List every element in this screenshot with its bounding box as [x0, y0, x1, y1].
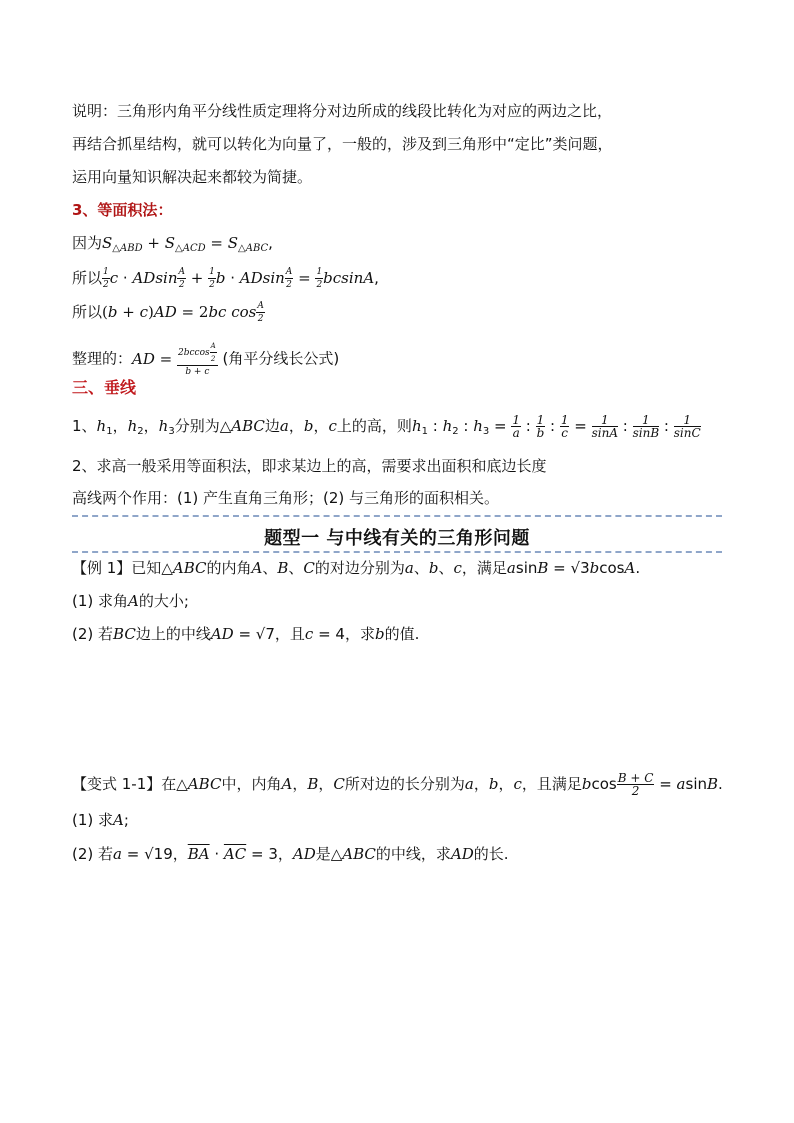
section-divider-top — [72, 515, 722, 517]
equation-1-prefix: 因为 — [72, 234, 103, 252]
equation-1 — [72, 233, 273, 259]
equation-2 — [72, 266, 379, 291]
equation-2-formula: $\frac{1}{2}$ c · ADsin $\frac{A}{2}$ + $\frac{1}{2}$ b · ADsin $\frac{A}{2}$ = $\frac{1}{2}$ bcsinA, — [103, 267, 379, 290]
example-1-stem: 【例 1】已知△ABC的内角A、B、C的对边分别为a、b、c，满足asinB = √3bcosA. — [72, 559, 641, 577]
variant-1-1-stem: 【变式 1-1】在△ABC中，内角A，B，C所对边的长分别为a，b，c，且满足bcos $\frac{B + C}{2}$ = asinB. — [72, 771, 723, 798]
equation-4-prefix: 整理的： — [72, 349, 133, 368]
equation-3 — [72, 300, 265, 325]
explanation-line-3: 运用向量知识解决起来都较为简捷。 — [72, 168, 313, 186]
section-divider-bottom — [72, 551, 722, 553]
equation-3-formula: (b + c)AD = 2bc cos $\frac{A}{2}$ — [102, 301, 264, 324]
equation-1-formula: $S_{\triangle ABD} + S_{\triangle ACD} = S_{\triangle ABC}$, — [102, 234, 273, 254]
example-1-question-2: (2) 若BC边上的中线AD = √7，且c = 4，求b的值. — [72, 625, 420, 643]
altitude-item-2: 2、求高一般采用等面积法，即求某边上的高，需要求出面积和底边长度 — [72, 457, 547, 475]
topic-title: 题型一 与中线有关的三角形问题 — [264, 528, 530, 549]
equation-4-formula: AD = 2bccos $\frac{A}{2}$ b + c — [132, 342, 216, 377]
explanation-line-1: 说明：三角形内角平分线性质定理将分对边所成的线段比转化为对应的两边之比， — [72, 102, 613, 120]
section-heading-area-method: 3、等面积法： — [72, 201, 173, 219]
equation-4-note: (角平分线长公式) — [222, 349, 340, 368]
example-1-question-1: (1) 求角A的大小; — [72, 592, 189, 610]
explanation-line-2: 再结合抓星结构，就可以转化为向量了，一般的，涉及到三角形中“定比”类问题， — [72, 135, 613, 153]
variant-1-1-question-2: (2) 若a = √19，$\overline{BA} \cdot \overline{AC} = 3$，AD是△ABC的中线，求AD的长. — [72, 845, 509, 863]
variant-1-1-question-1: (1) 求A; — [72, 811, 129, 829]
equation-2-prefix: 所以 — [72, 269, 103, 287]
equation-4 — [72, 340, 339, 378]
equation-3-prefix: 所以 — [72, 303, 103, 321]
altitude-item-3: 高线两个作用：(1) 产生直角三角形；(2) 与三角形的面积相关。 — [72, 489, 500, 507]
altitude-item-1: 1、$h_1$，$h_2$，$h_3$分别为△ABC边a，b，c上的高，则$h_1$ : $h_2$ : $h_3$ = $\frac{1}{a}$ : $\frac{1}{b}$ : $\frac{1}{c}$ = $\frac{1}{\sin A}$ : $\frac{1}{\sin B}$ : $\frac{1}{\sin C}$ — [72, 413, 701, 440]
section-heading-altitude: 三、垂线 — [72, 378, 137, 397]
